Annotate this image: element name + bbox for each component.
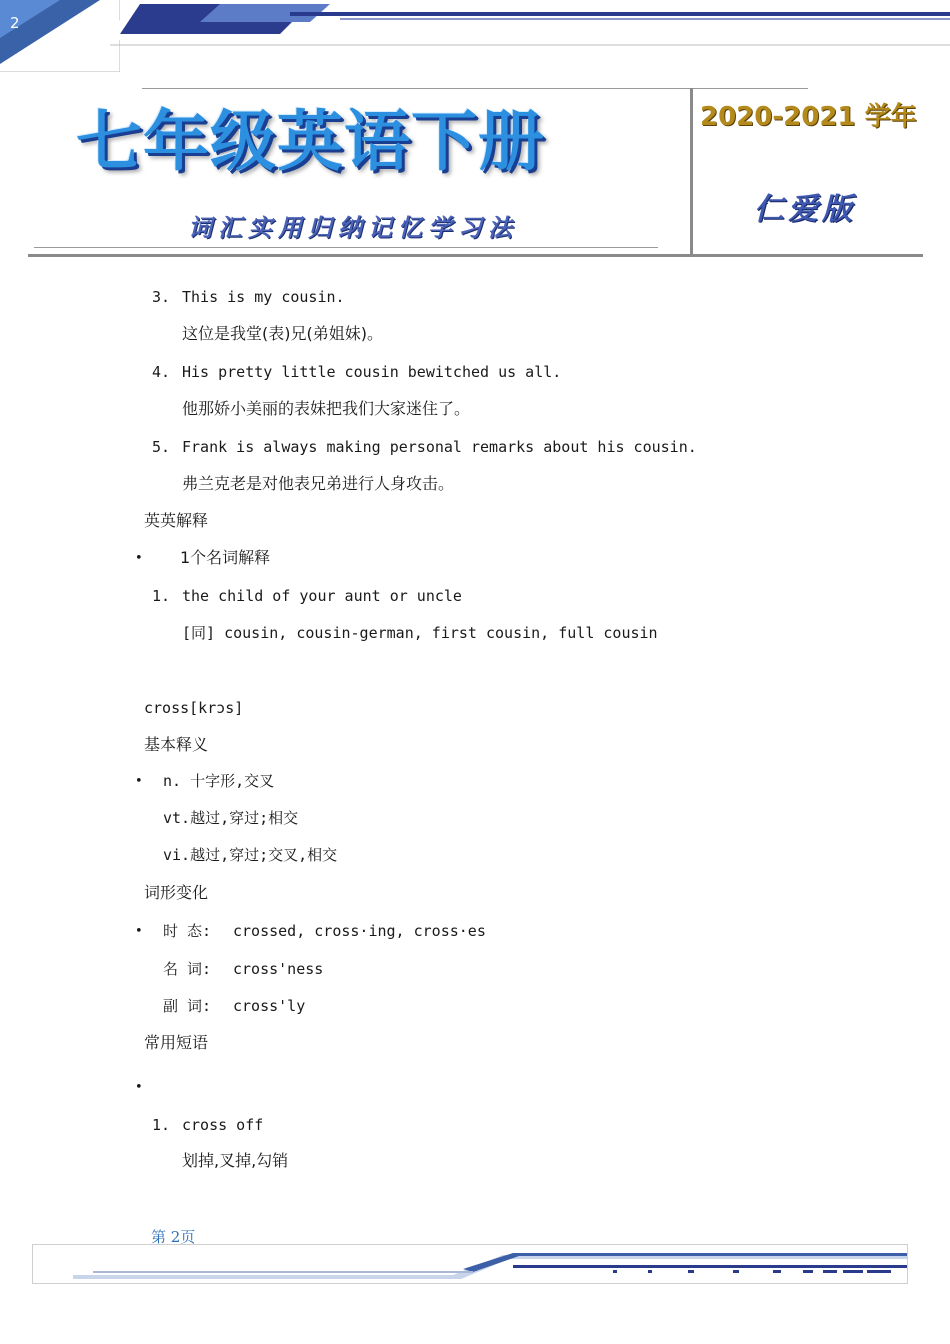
bullet-marker: • — [135, 1080, 143, 1095]
form-value: cross'ly — [233, 997, 306, 1015]
footer-frame — [32, 1244, 908, 1284]
example-number: 3. — [152, 288, 171, 306]
form-value: crossed, cross·ing, cross·es — [233, 922, 486, 940]
example-english: His pretty little cousin bewitched us all. — [182, 363, 562, 381]
definition-synonyms: [同] cousin, cousin-german, first cousin, full cousin — [182, 624, 658, 642]
entry-word: cross — [144, 699, 190, 717]
form-label: 名 词: — [163, 960, 212, 978]
entry-phonetic: [krɔs] — [189, 699, 244, 717]
example-number: 5. — [152, 438, 171, 456]
footer-stripe-decoration — [33, 1245, 907, 1283]
noun-definition-heading: 1个名词解释 — [180, 548, 271, 567]
edition-label: 仁爱版 — [754, 192, 856, 227]
example-english: Frank is always making personal remarks about his cousin. — [182, 438, 697, 456]
phrase-meaning: 划掉,叉掉,勾销 — [182, 1151, 289, 1170]
phrase-text: cross off — [182, 1116, 264, 1134]
form-label: 副 词: — [163, 997, 212, 1015]
section-heading-basic-meaning: 基本释义 — [144, 735, 209, 754]
title-divider-vertical — [690, 88, 693, 254]
form-value: cross'ness — [233, 960, 324, 978]
school-year-label: 2020-2021 学年 — [700, 102, 917, 132]
sense-line: n. 十字形,交叉 — [163, 772, 275, 790]
example-chinese: 这位是我堂(表)兄(弟姐妹)。 — [182, 324, 383, 343]
sense-line: vi.越过,穿过;交叉,相交 — [163, 846, 338, 864]
sense-line: vt.越过,穿过;相交 — [163, 809, 299, 827]
example-number: 4. — [152, 363, 171, 381]
corner-page-tab — [0, 0, 120, 72]
bullet-marker: • — [135, 924, 143, 939]
example-english: This is my cousin. — [182, 288, 345, 306]
document-subtitle: 词汇实用归纳记忆学习法 — [188, 213, 518, 242]
page-number-badge: 2 — [10, 14, 20, 32]
example-chinese: 弗兰克老是对他表兄弟进行人身攻击。 — [182, 474, 455, 493]
section-heading-english-definition: 英英解释 — [144, 511, 209, 530]
header-stripe-decoration — [110, 0, 950, 46]
document-title: 七年级英语下册 — [76, 103, 545, 180]
subtitle-underline — [34, 247, 658, 248]
bullet-marker: • — [135, 774, 143, 789]
definition-number: 1. — [152, 587, 171, 605]
header-bottom-rule — [28, 254, 923, 257]
example-chinese: 他那娇小美丽的表妹把我们大家迷住了。 — [182, 399, 471, 418]
phrase-number: 1. — [152, 1116, 171, 1134]
section-heading-word-forms: 词形变化 — [144, 883, 209, 902]
bullet-marker: • — [135, 551, 143, 566]
footer-page-label: 第 2页 — [151, 1228, 196, 1246]
section-heading-common-phrases: 常用短语 — [144, 1033, 209, 1052]
entry-headword — [144, 698, 243, 718]
definition-text: the child of your aunt or uncle — [182, 587, 462, 605]
form-label: 时 态: — [163, 922, 212, 940]
